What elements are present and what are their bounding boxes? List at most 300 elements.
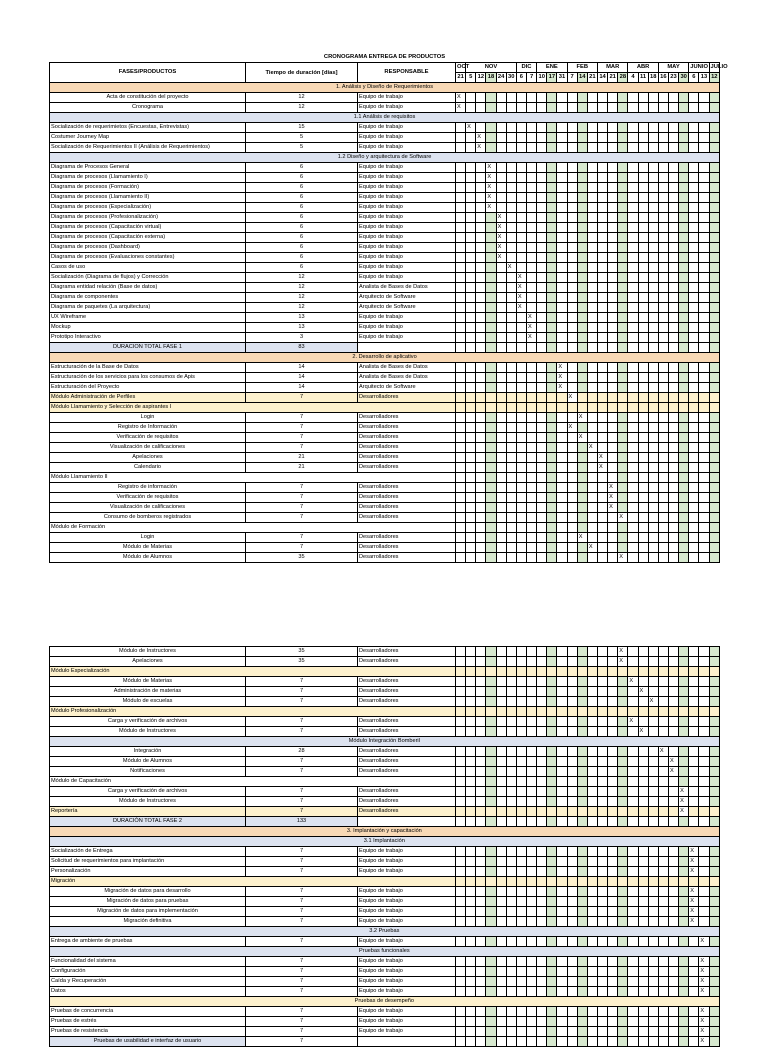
timeline-cell — [638, 817, 648, 827]
timeline-cell — [496, 403, 506, 413]
timeline-cell — [466, 797, 476, 807]
duration-days: 7 — [246, 533, 358, 543]
timeline-cell — [618, 977, 628, 987]
timeline-cell — [618, 283, 628, 293]
timeline-cell — [506, 533, 516, 543]
duration-days: 7 — [246, 957, 358, 967]
timeline-cell — [506, 767, 516, 777]
timeline-cell — [689, 473, 699, 483]
timeline-cell — [466, 847, 476, 857]
timeline-cell — [587, 393, 597, 403]
timeline-cell — [658, 363, 668, 373]
schedule-row — [50, 967, 720, 977]
timeline-cell — [618, 757, 628, 767]
timeline-cell — [699, 647, 709, 657]
timeline-cell — [476, 313, 486, 323]
timeline-cell — [567, 333, 577, 343]
duration-days: 12 — [246, 283, 358, 293]
timeline-cell — [486, 877, 496, 887]
timeline-cell — [537, 937, 547, 947]
schedule-row — [50, 523, 720, 533]
timeline-cell — [567, 303, 577, 313]
task-name: Estructuración de la Base de Datos — [50, 363, 246, 373]
timeline-cell — [618, 123, 628, 133]
timeline-cell — [476, 483, 486, 493]
timeline-cell — [648, 727, 658, 737]
duration-days: 7 — [246, 977, 358, 987]
timeline-cell — [638, 877, 648, 887]
timeline-cell — [506, 123, 516, 133]
timeline-cell — [628, 917, 638, 927]
responsible: Equipo de trabajo — [358, 907, 456, 917]
timeline-cell — [506, 323, 516, 333]
timeline-cell — [658, 717, 668, 727]
timeline-cell — [476, 977, 486, 987]
timeline-cell — [587, 717, 597, 727]
timeline-cell — [648, 777, 658, 787]
timeline-cell — [486, 1027, 496, 1037]
timeline-cell — [668, 707, 678, 717]
timeline-cell — [608, 977, 618, 987]
timeline-cell — [516, 523, 526, 533]
timeline-cell — [628, 777, 638, 787]
timeline-cell — [577, 463, 587, 473]
timeline-cell — [567, 917, 577, 927]
timeline-cell — [526, 473, 536, 483]
timeline-cell — [668, 403, 678, 413]
timeline-cell — [496, 747, 506, 757]
timeline-cell — [476, 393, 486, 403]
timeline-cell — [466, 243, 476, 253]
timeline-cell — [699, 203, 709, 213]
schedule-mark: X — [587, 443, 597, 453]
timeline-cell — [567, 957, 577, 967]
timeline-cell — [496, 193, 506, 203]
timeline-cell — [547, 413, 557, 423]
timeline-cell — [466, 977, 476, 987]
schedule-mark: X — [486, 203, 496, 213]
timeline-cell — [628, 193, 638, 203]
duration-days: 21 — [246, 453, 358, 463]
schedule-row — [50, 797, 720, 807]
timeline-cell — [709, 807, 719, 817]
timeline-cell — [466, 647, 476, 657]
timeline-cell — [456, 473, 466, 483]
timeline-cell — [506, 817, 516, 827]
timeline-cell — [587, 887, 597, 897]
responsible: Desarrolladores — [358, 423, 456, 433]
timeline-cell — [689, 697, 699, 707]
timeline-cell — [486, 887, 496, 897]
timeline-cell — [486, 473, 496, 483]
timeline-cell — [618, 203, 628, 213]
timeline-cell — [577, 503, 587, 513]
timeline-cell — [638, 657, 648, 667]
schedule-row — [50, 333, 720, 343]
timeline-cell — [648, 807, 658, 817]
timeline-cell — [658, 887, 668, 897]
timeline-cell — [689, 727, 699, 737]
timeline-cell — [466, 403, 476, 413]
schedule-mark: X — [689, 897, 699, 907]
phase-heading: 2. Desarrollo de aplicativo — [50, 353, 720, 363]
timeline-cell — [496, 333, 506, 343]
timeline-cell — [689, 373, 699, 383]
timeline-cell — [587, 777, 597, 787]
timeline-cell — [456, 1007, 466, 1017]
timeline-cell — [638, 493, 648, 503]
timeline-cell — [689, 453, 699, 463]
timeline-cell — [537, 553, 547, 563]
timeline-cell — [496, 787, 506, 797]
timeline-cell — [466, 463, 476, 473]
timeline-cell — [628, 977, 638, 987]
timeline-cell — [567, 907, 577, 917]
timeline-cell — [516, 253, 526, 263]
timeline-cell — [496, 887, 506, 897]
timeline-cell — [618, 867, 628, 877]
timeline-cell — [679, 323, 689, 333]
timeline-cell — [628, 403, 638, 413]
duration-days: 6 — [246, 193, 358, 203]
timeline-cell — [567, 143, 577, 153]
timeline-cell — [547, 907, 557, 917]
timeline-cell — [466, 543, 476, 553]
timeline-cell — [638, 847, 648, 857]
timeline-cell — [496, 373, 506, 383]
task-name: Configuración — [50, 967, 246, 977]
timeline-cell — [506, 483, 516, 493]
timeline-cell — [496, 697, 506, 707]
timeline-cell — [658, 523, 668, 533]
timeline-cell — [516, 1027, 526, 1037]
timeline-cell — [557, 747, 567, 757]
timeline-cell — [537, 523, 547, 533]
timeline-cell — [476, 543, 486, 553]
timeline-cell — [638, 1027, 648, 1037]
timeline-cell — [638, 453, 648, 463]
responsible: Desarrolladores — [358, 533, 456, 543]
timeline-cell — [526, 443, 536, 453]
timeline-cell — [577, 817, 587, 827]
responsible: Equipo de trabajo — [358, 847, 456, 857]
timeline-cell — [658, 657, 668, 667]
timeline-cell — [638, 243, 648, 253]
timeline-cell — [699, 443, 709, 453]
timeline-cell — [658, 817, 668, 827]
timeline-cell — [526, 343, 536, 353]
task-name: Cronograma — [50, 103, 246, 113]
timeline-cell — [699, 857, 709, 867]
timeline-cell — [526, 373, 536, 383]
header-day: 30 — [506, 73, 516, 83]
timeline-cell — [476, 503, 486, 513]
timeline-cell — [638, 183, 648, 193]
timeline-cell — [547, 533, 557, 543]
timeline-cell — [547, 717, 557, 727]
timeline-cell — [597, 777, 607, 787]
timeline-cell — [658, 797, 668, 807]
timeline-cell — [638, 103, 648, 113]
timeline-cell — [587, 483, 597, 493]
timeline-cell — [648, 667, 658, 677]
timeline-cell — [486, 967, 496, 977]
task-name: Módulo de Instructores — [50, 727, 246, 737]
timeline-cell — [628, 747, 638, 757]
timeline-cell — [456, 677, 466, 687]
timeline-cell — [466, 707, 476, 717]
responsible: Equipo de trabajo — [358, 203, 456, 213]
timeline-cell — [587, 847, 597, 857]
timeline-cell — [567, 373, 577, 383]
timeline-cell — [526, 807, 536, 817]
timeline-cell — [648, 657, 658, 667]
timeline-cell — [587, 223, 597, 233]
duration-days: 6 — [246, 173, 358, 183]
timeline-cell — [608, 757, 618, 767]
timeline-cell — [547, 667, 557, 677]
timeline-cell — [709, 273, 720, 283]
timeline-cell — [496, 303, 506, 313]
timeline-cell — [547, 817, 557, 827]
timeline-cell — [516, 697, 526, 707]
timeline-cell — [709, 233, 720, 243]
timeline-cell — [547, 93, 557, 103]
timeline-cell — [648, 433, 658, 443]
timeline-cell — [547, 453, 557, 463]
timeline-cell — [668, 697, 678, 707]
timeline-cell — [567, 887, 577, 897]
timeline-cell — [476, 333, 486, 343]
timeline-cell — [699, 543, 709, 553]
timeline-cell — [547, 463, 557, 473]
responsible: Equipo de trabajo — [358, 1007, 456, 1017]
timeline-cell — [547, 133, 557, 143]
timeline-cell — [668, 373, 678, 383]
timeline-cell — [496, 103, 506, 113]
timeline-cell — [557, 263, 567, 273]
timeline-cell — [557, 797, 567, 807]
timeline-cell — [537, 343, 547, 353]
timeline-cell — [658, 553, 668, 563]
timeline-cell — [547, 473, 557, 483]
header-month: DIC — [516, 63, 536, 73]
timeline-cell — [567, 1027, 577, 1037]
timeline-cell — [679, 907, 689, 917]
timeline-cell — [466, 957, 476, 967]
timeline-cell — [668, 183, 678, 193]
timeline-cell — [526, 797, 536, 807]
timeline-cell — [679, 273, 689, 283]
duration-days: 7 — [246, 887, 358, 897]
timeline-cell — [658, 193, 668, 203]
timeline-cell — [689, 967, 699, 977]
timeline-cell — [618, 987, 628, 997]
timeline-cell — [628, 453, 638, 463]
timeline-cell — [567, 123, 577, 133]
timeline-cell — [648, 423, 658, 433]
schedule-mark: X — [577, 433, 587, 443]
timeline-cell — [628, 293, 638, 303]
timeline-cell — [638, 383, 648, 393]
timeline-cell — [506, 403, 516, 413]
timeline-cell — [668, 867, 678, 877]
timeline-cell — [516, 373, 526, 383]
timeline-cell — [567, 777, 577, 787]
timeline-cell — [547, 203, 557, 213]
timeline-cell — [618, 423, 628, 433]
header-month: ABR — [628, 63, 658, 73]
timeline-cell — [496, 977, 506, 987]
timeline-cell — [628, 423, 638, 433]
timeline-cell — [679, 727, 689, 737]
schedule-mark: X — [638, 727, 648, 737]
timeline-cell — [466, 133, 476, 143]
timeline-cell — [547, 333, 557, 343]
timeline-cell — [476, 343, 486, 353]
timeline-cell — [679, 123, 689, 133]
timeline-cell — [537, 253, 547, 263]
timeline-cell — [648, 93, 658, 103]
timeline-cell — [516, 797, 526, 807]
timeline-cell — [608, 273, 618, 283]
timeline-cell — [618, 957, 628, 967]
timeline-cell — [658, 313, 668, 323]
timeline-cell — [526, 917, 536, 927]
timeline-cell — [496, 93, 506, 103]
timeline-cell — [587, 817, 597, 827]
duration-days: 7 — [246, 697, 358, 707]
timeline-cell — [557, 1007, 567, 1017]
timeline-cell — [608, 523, 618, 533]
timeline-cell — [456, 657, 466, 667]
timeline-cell — [597, 857, 607, 867]
timeline-cell — [638, 787, 648, 797]
timeline-cell — [567, 203, 577, 213]
responsible: Desarrolladores — [358, 767, 456, 777]
timeline-cell — [597, 313, 607, 323]
timeline-cell — [516, 897, 526, 907]
timeline-cell — [638, 523, 648, 533]
timeline-cell — [547, 1007, 557, 1017]
timeline-cell — [709, 323, 720, 333]
timeline-cell — [466, 1017, 476, 1027]
timeline-cell — [456, 867, 466, 877]
timeline-cell — [709, 1037, 719, 1047]
timeline-cell — [547, 263, 557, 273]
timeline-cell — [618, 473, 628, 483]
timeline-cell — [567, 1037, 577, 1047]
timeline-cell — [466, 393, 476, 403]
timeline-cell — [476, 123, 486, 133]
timeline-cell — [699, 817, 709, 827]
timeline-cell — [628, 183, 638, 193]
schedule-row — [50, 83, 720, 93]
timeline-cell — [577, 987, 587, 997]
timeline-cell — [618, 453, 628, 463]
header-month: JUNIO — [689, 63, 709, 73]
timeline-cell — [618, 143, 628, 153]
schedule-row — [50, 987, 720, 997]
schedule-row — [50, 737, 720, 747]
task-name: Caída y Recuperación — [50, 977, 246, 987]
timeline-cell — [689, 163, 699, 173]
responsible: Desarrolladores — [358, 787, 456, 797]
timeline-cell — [476, 403, 486, 413]
task-name: Módulo de escuelas — [50, 697, 246, 707]
page-title: CRONOGRAMA ENTREGA DE PRODUCTOS — [323, 54, 446, 60]
timeline-cell — [526, 433, 536, 443]
timeline-cell — [557, 1027, 567, 1037]
timeline-cell — [618, 293, 628, 303]
timeline-cell — [689, 483, 699, 493]
timeline-cell — [537, 887, 547, 897]
header-day: 24 — [496, 73, 506, 83]
timeline-cell — [557, 657, 567, 667]
timeline-cell — [557, 717, 567, 727]
responsible: Desarrolladores — [358, 807, 456, 817]
section-heading: 1.1 Análisis de requisitos — [50, 113, 720, 123]
timeline-cell — [648, 797, 658, 807]
timeline-cell — [516, 727, 526, 737]
timeline-cell — [466, 687, 476, 697]
timeline-cell — [577, 1037, 587, 1047]
timeline-cell — [689, 273, 699, 283]
timeline-cell — [516, 183, 526, 193]
timeline-cell — [577, 253, 587, 263]
timeline-cell — [516, 243, 526, 253]
timeline-cell — [587, 987, 597, 997]
timeline-cell — [476, 647, 486, 657]
timeline-cell — [456, 183, 466, 193]
timeline-cell — [608, 363, 618, 373]
timeline-cell — [466, 233, 476, 243]
timeline-cell — [496, 383, 506, 393]
timeline-cell — [567, 543, 577, 553]
timeline-cell — [516, 533, 526, 543]
timeline-cell — [668, 523, 678, 533]
timeline-cell — [608, 687, 618, 697]
timeline-cell — [537, 93, 547, 103]
timeline-cell — [557, 443, 567, 453]
timeline-cell — [628, 253, 638, 263]
timeline-cell — [506, 937, 516, 947]
header-day: 28 — [618, 73, 628, 83]
timeline-cell — [628, 787, 638, 797]
timeline-cell — [618, 847, 628, 857]
timeline-cell — [679, 243, 689, 253]
timeline-cell — [506, 977, 516, 987]
timeline-cell — [668, 807, 678, 817]
timeline-cell — [516, 123, 526, 133]
timeline-cell — [689, 543, 699, 553]
timeline-cell — [466, 717, 476, 727]
timeline-cell — [618, 907, 628, 917]
timeline-cell — [699, 707, 709, 717]
responsible: Desarrolladores — [358, 433, 456, 443]
timeline-cell — [506, 957, 516, 967]
timeline-cell — [486, 937, 496, 947]
timeline-cell — [658, 163, 668, 173]
schedule-row — [50, 123, 720, 133]
timeline-cell — [567, 523, 577, 533]
timeline-cell — [689, 513, 699, 523]
timeline-cell — [466, 887, 476, 897]
timeline-cell — [608, 717, 618, 727]
timeline-cell — [709, 133, 720, 143]
timeline-cell — [486, 423, 496, 433]
timeline-cell — [516, 867, 526, 877]
